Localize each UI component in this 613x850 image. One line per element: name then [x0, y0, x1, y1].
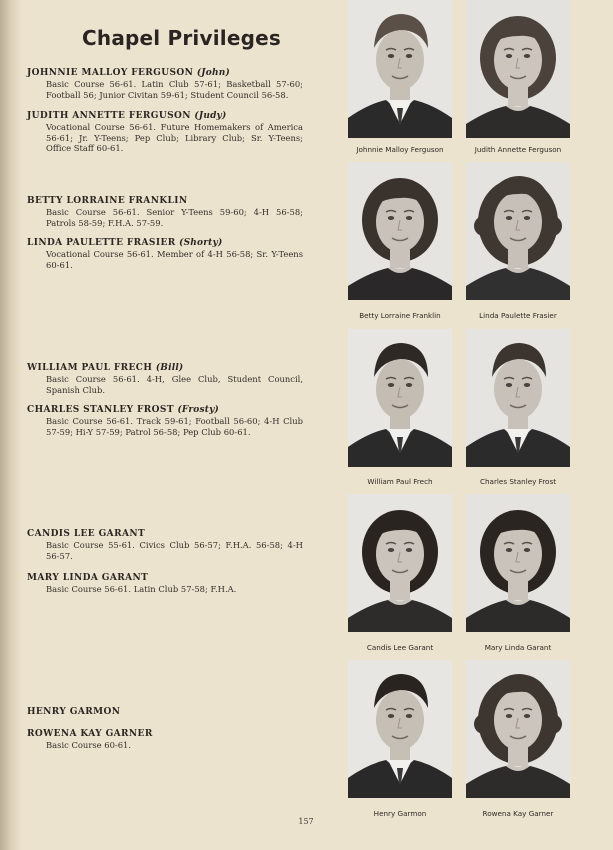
student-portrait — [466, 162, 570, 300]
page-title: Chapel Privileges — [82, 26, 281, 50]
portrait-caption: William Paul Frech — [367, 477, 433, 486]
portrait-graphic — [466, 162, 570, 300]
student-portrait — [466, 329, 570, 467]
student-name: MARY LINDA GARANT — [27, 573, 149, 583]
student-name: ROWENA KAY GARNER — [27, 729, 153, 739]
portrait-graphic — [348, 660, 452, 798]
portrait-caption: Henry Garmon — [373, 809, 427, 818]
student-activities: Basic Course 56-61. Latin Club 57-58; F.H.A. — [46, 584, 237, 594]
student-activities: Basic Course 56-61. 4-H, Glee Club, Student Council, Spanish Club. — [46, 374, 303, 395]
portrait-graphic — [466, 494, 570, 632]
student-entry — [27, 237, 303, 270]
portrait-caption: Rowena Kay Garner — [482, 809, 554, 818]
student-name: HENRY GARMON — [27, 707, 121, 717]
portrait-caption: Candis Lee Garant — [366, 643, 434, 652]
student-entry — [27, 110, 303, 154]
student-name: CANDIS LEE GARANT — [27, 529, 146, 539]
student-activities: Vocational Course 56-61. Member of 4-H 56-58; Sr. Y-Teens 60-61. — [46, 249, 303, 270]
portrait-caption: Mary Linda Garant — [484, 643, 552, 652]
book-spine-shadow — [0, 0, 22, 850]
student-portrait — [348, 162, 452, 300]
student-portrait — [348, 660, 452, 798]
student-nickname: (John) — [196, 68, 230, 78]
student-activities: Basic Course 56-61. Senior Y-Teens 59-60; 4-H 56-58; Patrols 58-59; F.H.A. 57-59. — [46, 207, 303, 228]
student-activities: Vocational Course 56-61. Future Homemakers of America 56-61; Jr. Y-Teens; Pep Club; Library Club; Sr. Y-Teens; Office Staff 60-61. — [46, 122, 303, 153]
portrait-graphic — [466, 660, 570, 798]
portrait-caption: Charles Stanley Frost — [479, 477, 557, 486]
portrait-graphic — [348, 494, 452, 632]
student-name: CHARLES STANLEY FROST — [27, 405, 174, 415]
student-name: LINDA PAULETTE FRASIER — [27, 238, 176, 248]
student-entry — [27, 67, 303, 100]
student-nickname: (Frosty) — [177, 405, 220, 415]
student-portrait — [466, 0, 570, 138]
student-name: BETTY LORRAINE FRANKLIN — [27, 196, 188, 206]
student-activities: Basic Course 60-61. — [46, 740, 132, 750]
portrait-graphic — [348, 162, 452, 300]
portrait-graphic — [348, 329, 452, 467]
portrait-caption: Linda Paulette Frasier — [479, 311, 557, 320]
student-activities: Basic Course 56-61. Track 59-61; Football 56-60; 4-H Club 57-59; Hi-Y 57-59; Patrol 56-58; Pep Club 60-61. — [46, 416, 303, 437]
student-portrait — [348, 329, 452, 467]
page-number: 157 — [298, 817, 314, 826]
portrait-graphic — [466, 329, 570, 467]
student-entry — [27, 195, 303, 228]
student-nickname: (Bill) — [155, 363, 184, 373]
student-activities: Basic Course 56-61. Latin Club 57-61; Basketball 57-60; Football 56; Junior Civitan 59-61; Student Council 56-58. — [46, 79, 303, 100]
student-entry — [27, 572, 303, 595]
student-entry — [27, 706, 303, 718]
student-portrait — [466, 494, 570, 632]
student-entry — [27, 362, 303, 395]
student-nickname: (Judy) — [194, 111, 227, 121]
student-name: WILLIAM PAUL FRECH — [27, 363, 153, 373]
student-entry — [27, 404, 303, 437]
student-name: JUDITH ANNETTE FERGUSON — [27, 111, 191, 121]
portrait-caption: Johnnie Malloy Ferguson — [356, 145, 444, 154]
student-portrait — [466, 660, 570, 798]
portrait-graphic — [466, 0, 570, 138]
student-portrait — [348, 0, 452, 138]
portrait-caption: Betty Lorraine Franklin — [359, 311, 441, 320]
student-entry — [27, 728, 303, 751]
student-entry — [27, 528, 303, 561]
student-nickname: (Shorty) — [179, 238, 223, 248]
student-name: JOHNNIE MALLOY FERGUSON — [27, 68, 194, 78]
portrait-graphic — [348, 0, 452, 138]
portrait-caption: Judith Annette Ferguson — [474, 145, 562, 154]
student-activities: Basic Course 55-61. Civics Club 56-57; F.H.A. 56-58; 4-H 56-57. — [46, 540, 303, 561]
student-portrait — [348, 494, 452, 632]
